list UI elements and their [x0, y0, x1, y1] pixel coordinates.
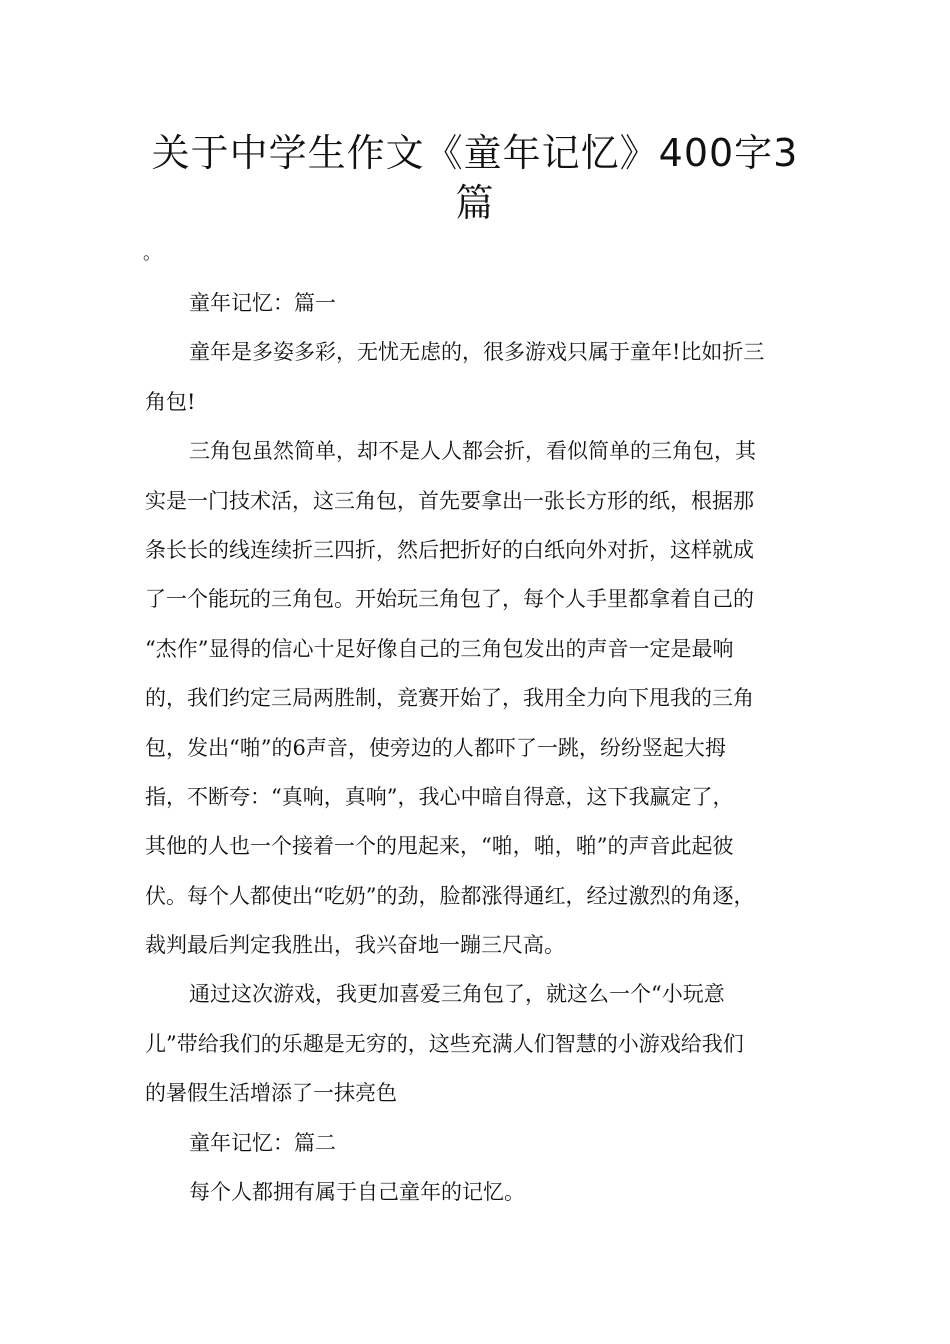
text-line: 实是一门技术活，这三角包，首先要拿出一张长方形的纸，根据那 — [145, 488, 754, 513]
text-line: 角包! — [145, 389, 196, 414]
text-line: 三角包虽然简单，却不是人人都会折，看似简单的三角包，其 — [189, 439, 756, 464]
text-line: 了一个能玩的三角包。开始玩三角包了，每个人手里都拿着自己的 — [145, 587, 754, 612]
text-line: 伏。每个人都使出“吃奶”的劲，脸都涨得通红，经过激烈的角逐， — [145, 883, 755, 908]
section-heading-2: 童年记忆：篇二 — [189, 1130, 336, 1155]
text-line: 每个人都拥有属于自己童年的记忆。 — [189, 1180, 525, 1205]
text-line: 儿”带给我们的乐趣是无穷的，这些充满人们智慧的小游戏给我们 — [145, 1031, 744, 1056]
text-line: 的，我们约定三局两胜制，竞赛开始了，我用全力向下甩我的三角 — [145, 686, 754, 711]
title-line-1: 关于中学生作文《童年记忆》400字3 — [151, 131, 799, 175]
document-title — [130, 128, 820, 228]
leading-mark: 。 — [143, 243, 161, 264]
section-heading-1: 童年记忆：篇一 — [189, 291, 336, 315]
text-line: 的暑假生活增添了一抹亮色 — [145, 1081, 397, 1106]
title-line-2: 篇 — [455, 181, 495, 225]
document-body — [145, 279, 825, 1217]
text-line: 其他的人也一个接着一个的甩起来，“啪，啪，啪”的声音此起彼 — [145, 834, 734, 859]
text-line: “杰作”显得的信心十足好像自己的三角包发出的声音一定是最响 — [145, 636, 734, 661]
text-line: 指，不断夸：“真响，真响”，我心中暗自得意，这下我赢定了， — [145, 784, 734, 809]
text-line: 通过这次游戏，我更加喜爱三角包了，就这么一个“小玩意 — [189, 982, 725, 1007]
text-line: 裁判最后判定我胜出，我兴奋地一蹦三尺高。 — [145, 933, 565, 958]
text-line: 童年是多姿多彩，无忧无虑的，很多游戏只属于童年!比如折三 — [189, 340, 765, 365]
text-line: 包，发出“啪”的6声音，使旁边的人都吓了一跳，纷纷竖起大拇 — [145, 735, 726, 760]
text-line: 条长长的线连续折三四折，然后把折好的白纸向外对折，这样就成 — [145, 537, 754, 562]
